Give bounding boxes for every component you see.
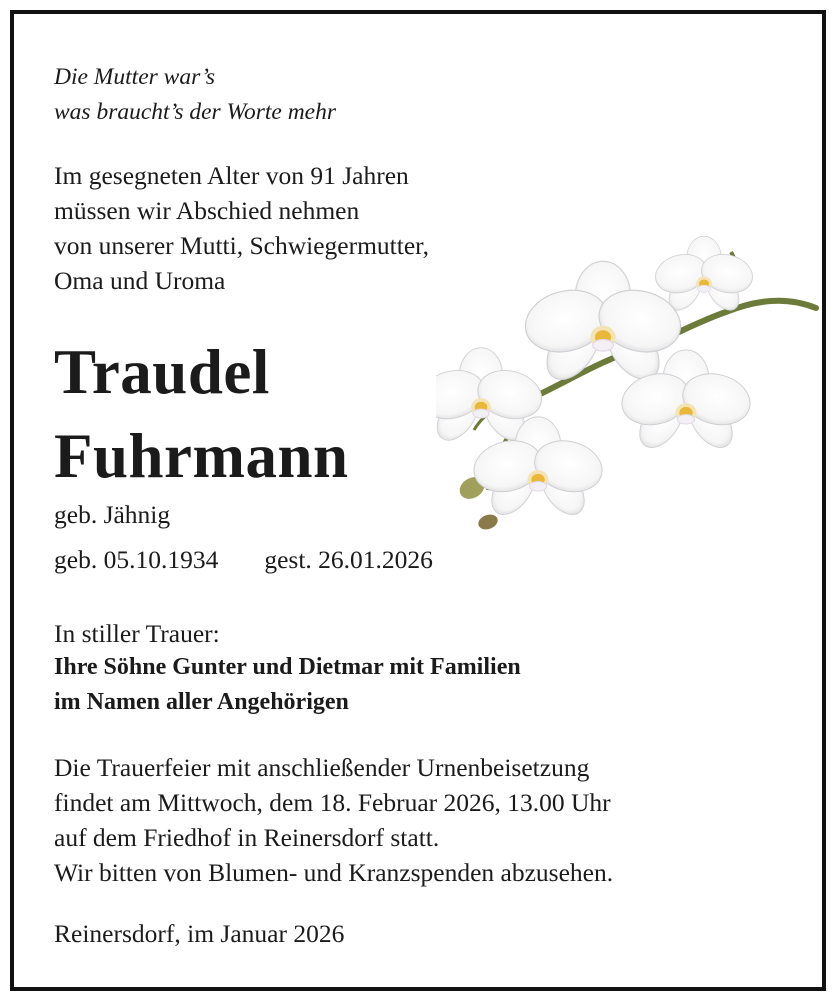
last-name: Fuhrmann [54, 421, 349, 491]
life-dates [54, 542, 433, 578]
birth-date: geb. 05.10.1934 [54, 545, 219, 574]
place-and-date: Reinersdorf, im Januar 2026 [54, 919, 345, 948]
motto-line: Die Mutter war’s [54, 64, 216, 90]
intro-line: Im gesegneten Alter von 91 Jahren [54, 161, 409, 190]
service-line: Wir bitten von Blumen- und Kranzspenden abzusehen. [54, 858, 614, 887]
mourner-line: Ihre Söhne Gunter und Dietmar mit Familien [54, 654, 521, 680]
funeral-service-info [54, 750, 613, 890]
intro-text [54, 158, 429, 298]
maiden-name: geb. Jähnig [54, 500, 171, 529]
death-date: gest. 26.01.2026 [264, 545, 433, 574]
service-line: auf dem Friedhof in Reinersdorf statt. [54, 823, 440, 852]
orchid-icon [436, 200, 820, 540]
motto-line: was braucht’s der Worte mehr [54, 99, 337, 125]
intro-line: müssen wir Abschied nehmen [54, 196, 360, 225]
intro-line: von unserer Mutti, Schwiegermutter, [54, 231, 430, 260]
mourning-label: In stiller Trauer: [54, 619, 220, 648]
mourners [54, 650, 521, 720]
mourner-line: im Namen aller Angehörigen [54, 689, 349, 715]
service-line: Die Trauerfeier mit anschließender Urnenbeisetzung [54, 753, 590, 782]
intro-line: Oma und Uroma [54, 266, 226, 295]
deceased-name [54, 330, 349, 498]
first-name: Traudel [54, 337, 270, 407]
service-line: findet am Mittwoch, dem 18. Februar 2026, 13.00 Uhr [54, 788, 611, 817]
motto-verse [54, 60, 336, 130]
